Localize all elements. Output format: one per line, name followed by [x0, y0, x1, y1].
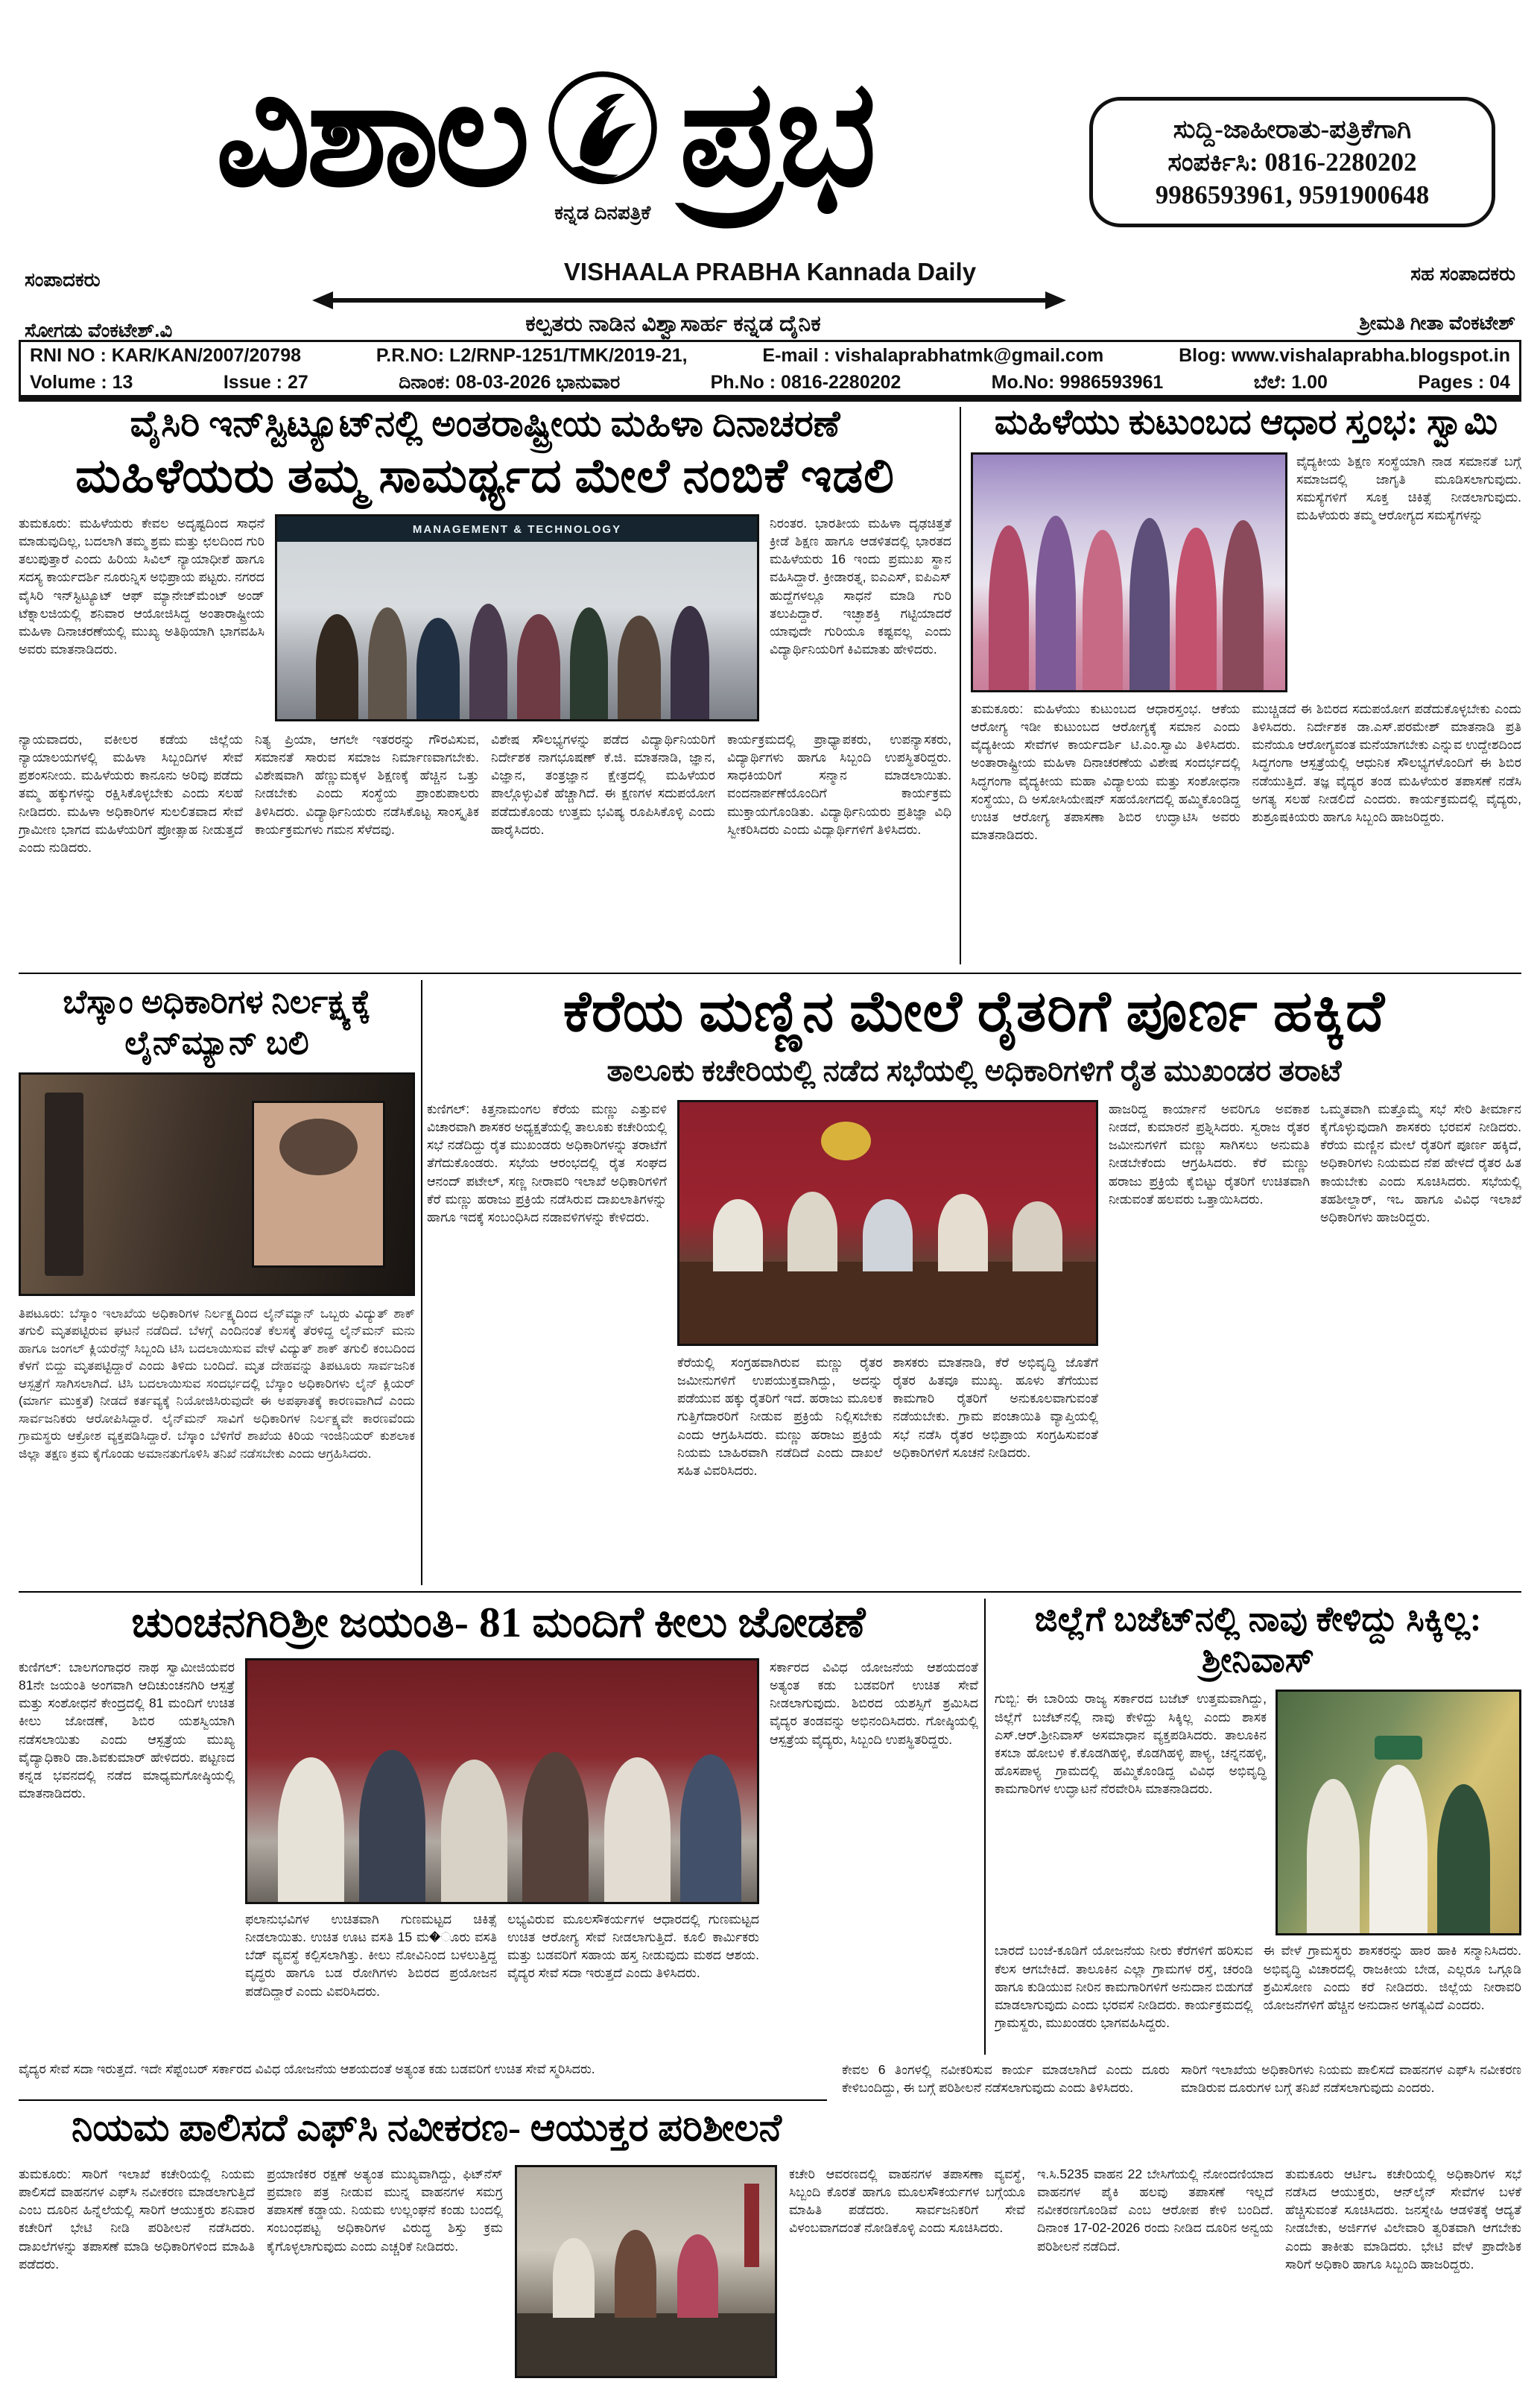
top-section: [19, 402, 1521, 967]
email-text: E-mail : vishalaprabhatmk@gmail.com: [762, 345, 1104, 366]
lake-soil-subhead: ತಾಲೂಕು ಕಚೇರಿಯಲ್ಲಿ ನಡೆದ ಸಭೆಯಲ್ಲಿ ಅಧಿಕಾರಿಗಳಿಗೆ ರೈತ ಮುಖಂಡರ ತರಾಟೆ: [606, 1054, 1342, 1087]
lake-soil-col-2b: ಶಾಸಕರು ಮಾತನಾಡಿ, ಕೆರೆ ಅಭಿವೃದ್ಧಿ ಜೊತೆಗೆ ರೈತರ ಹಿತವೂ ಮುಖ್ಯ. ಹೂಳು ತೆಗೆಯುವ ಕಾಮಗಾರಿ ರೈತರಿಗೆ ಅನುಕೂಲವಾಗುವಂತೆ ನಡೆಯಬೇಕು. ಗ್ರಾಮ ಪಂಚಾಯಿತಿ ವ್ಯಾಪ್ತಿಯಲ್ಲಿ ಸಭೆ ನಡೆಸಿ ರೈತರ ಅಭಿಪ್ರಾಯ ಸಂಗ್ರಹಿಸುವಂತೆ ಅಧಿಕಾರಿಗಳಿಗೆ ಸೂಚನೆ ನೀಡಿದರು.: [893, 1355, 1098, 1460]
fc-renewal-col-4: ಇ.ಸಿ.5235 ವಾಹನ 22 ಬೇಸಿಗೆಯಲ್ಲಿ ನೋಂದಣಿಯಾದ ವಾಹನಗಳ ಪೈಕಿ ಹಲವು ತಪಾಸಣೆ ಇಲ್ಲದೆ ನವೀಕರಣಗೊಂಡಿವೆ ಎಂಬ ಆರೋಪ ಕೇಳಿ ಬಂದಿದೆ. ದಿನಾಂಕ 17-02-2026 ರಂದು ನೀಡಿದ ದೂರಿನ ಅನ್ವಯ ಪರಿಶೀಲನೆ ನಡೆದಿದೆ.: [1037, 2166, 1273, 2254]
article-budget: [995, 1599, 1521, 2059]
jayanti-tail-line: ವೈದ್ಯರ ಸೇವೆ ಸದಾ ಇರುತ್ತದೆ. ಇದೇ ಸೆಪ್ಟೆಂಬರ್ ಸರ್ಕಾರದ ವಿವಿಧ ಯೋಜನೆಯ ಆಶಯದಂತೆ ಅತ್ಯಂತ ಕಡು ಬಡವರಿಗೆ ಉಚಿತ ಸೇವೆ ಸ್ಮರಿಸಿದರು.: [19, 2061, 595, 2076]
mobile: Mo.No: 9986593961: [991, 372, 1164, 393]
budget-col-1: ಗುಬ್ಬಿ: ಈ ಬಾರಿಯ ರಾಜ್ಯ ಸರ್ಕಾರದ ಬಜೆಟ್ ಉತ್ತಮವಾಗಿದ್ದು, ಜಿಲ್ಲೆಗೆ ಬಜೆಟ್‌ನಲ್ಲಿ ನಾವು ಕೇಳಿದ್ದು ಸಿಕ್ಕಿಲ್ಲ ಎಂದು ಶಾಸಕ ಎಸ್.ಆರ್.ಶ್ರೀನಿವಾಸ್ ಅಸಮಾಧಾನ ವ್ಯಕ್ತಪಡಿಸಿದರು. ತಾಲೂಕಿನ ಕಸಬಾ ಹೋಬಳಿ ಕೆ.ಕೊಡಗಿಹಳ್ಳಿ, ಕೊಡಗಿಹಳ್ಳಿ ಪಾಳ್ಯ, ಚನ್ನನಹಳ್ಳಿ, ಹೊಸಪಾಳ್ಯ ಗ್ರಾಮದಲ್ಲಿ ಹಮ್ಮಿಕೊಂಡಿದ್ದ ವಿವಿಧ ಅಭಿವೃದ್ಧಿ ಕಾಮಗಾರಿಗಳ ಉದ್ಘಾಟನೆ ನೆರವೇರಿಸಿ ಮಾತನಾಡಿದರು.: [995, 1691, 1267, 1797]
jayanti-under-columns: [245, 1910, 759, 2043]
coeditor-label: ಸಹ ಸಂಪಾದಕರು: [1410, 262, 1515, 285]
info-row-1: [30, 345, 1510, 367]
article-lineman: [19, 982, 415, 1661]
column-divider: [960, 407, 961, 964]
issue: Issue : 27: [223, 372, 308, 393]
editor-name: ಸೋಗಡು ವೆಂಕಟೇಶ್.ವಿ: [25, 319, 173, 341]
women-day-col-4: ಕಾರ್ಯಕ್ರಮದಲ್ಲಿ ಪ್ರಾಧ್ಯಾಪಕರು, ಉಪನ್ಯಾಸಕರು, ವಿದ್ಯಾರ್ಥಿಗಳು ಹಾಗೂ ಸಿಬ್ಬಂದಿ ಉಪಸ್ಥಿತರಿದ್ದರು. ಸಾಧಕಿಯರಿಗೆ ಸನ್ಮಾನ ಮಾಡಲಾಯಿತು. ವಂದನಾರ್ಪಣೆಯೊಂದಿಗೆ ಕಾರ್ಯಕ್ರಮ ಮುಕ್ತಾಯಗೊಂಡಿತು. ವಿದ್ಯಾರ್ಥಿನಿಯರು ಪ್ರತಿಜ್ಞಾ ವಿಧಿ ಸ್ವೀಕರಿಸಿದರು ಎಂದು ವಿದ್ಯಾರ್ಥಿಗಳಿಗೆ ತಿಳಿಸಿದರು.: [727, 732, 951, 837]
contact-box: [1089, 97, 1495, 227]
women-day-col-1: ನ್ಯಾಯವಾದರು, ವಕೀಲರ ಕಡೆಯ ಜಿಲ್ಲೆಯ ನ್ಯಾಯಾಲಯಗಳಲ್ಲಿ ಮಹಿಳಾ ಸಿಬ್ಬಂದಿಗಳ ಸೇವೆ ಪ್ರಶಂಸನೀಯ. ಮಹಿಳೆಯರು ಕಾನೂನು ಅರಿವು ಪಡೆದು ತಮ್ಮ ಹಕ್ಕುಗಳನ್ನು ರಕ್ಷಿಸಿಕೊಳ್ಳಬೇಕು ಎಂದು ಸಲಹೆ ನೀಡಿದರು. ಮಹಿಳಾ ಅಧಿಕಾರಿಗಳ ಸುಲಲಿತವಾದ ಸೇವೆ ಗ್ರಾಮೀಣ ಭಾಗದ ಮಹಿಳೆಯರಿಗೆ ಪ್ರೋತ್ಸಾಹ ನೀಡುತ್ತದೆ ಎಂದು ನುಡಿದರು.: [19, 732, 243, 855]
masthead-word-2: ಪ್ರಭ: [679, 45, 872, 219]
women-day-columns: [19, 730, 951, 970]
strip-section: [19, 2061, 1521, 2381]
jayanti-photo: [245, 1658, 759, 1904]
fc-renewal-col-3: ಕಚೇರಿ ಆವರಣದಲ್ಲಿ ವಾಹನಗಳ ತಪಾಸಣಾ ವ್ಯವಸ್ಥೆ, ಸಿಬ್ಬಂದಿ ಕೊರತೆ ಹಾಗೂ ಮೂಲಸೌಕರ್ಯಗಳ ಬಗ್ಗೆಯೂ ಮಾಹಿತಿ ಪಡೆದರು. ಸಾರ್ವಜನಿಕರಿಗೆ ಸೇವೆ ವಿಳಂಬವಾಗದಂತೆ ನೋಡಿಕೊಳ್ಳಿ ಎಂದು ಸೂಚಿಸಿದರು.: [789, 2166, 1025, 2236]
jayanti-col-1: ಕುಣಿಗಲ್: ಬಾಲಗಂಗಾಧರ ನಾಥ ಸ್ವಾಮೀಜಿಯವರ 81ನೇ ಜಯಂತಿ ಅಂಗವಾಗಿ ಆದಿಚುಂಚನಗಿರಿ ಆಸ್ಪತ್ರೆ ಮತ್ತು ಸಂಶೋಧನೆ ಕೇಂದ್ರದಲ್ಲಿ 81 ಮಂದಿಗೆ ಉಚಿತ ಕೀಲು ಜೋಡಣೆ, ಶಿಬಿರ ಯಶಸ್ವಿಯಾಗಿ ನಡೆಸಲಾಯಿತು ಎಂದು ಆಸ್ಪತ್ರೆಯ ಮುಖ್ಯ ವೈದ್ಯಾಧಿಕಾರಿ ಡಾ.ಶಿವಕುಮಾರ್ ಹೇಳಿದರು. ಪಟ್ಟಣದ ಕನ್ನಡ ಭವನದಲ್ಲಿ ನಡೆದ ಮಾಧ್ಯಮಗೋಷ್ಠಿಯಲ್ಲಿ ಮಾತನಾಡಿದರು.: [19, 1660, 235, 1801]
budget-col-3: ಈ ವೇಳೆ ಗ್ರಾಮಸ್ಥರು ಶಾಸಕರನ್ನು ಹಾರ ಹಾಕಿ ಸನ್ಮಾನಿಸಿದರು. ಅಭಿವೃದ್ಧಿ ವಿಚಾರದಲ್ಲಿ ರಾಜಕೀಯ ಬೇಡ, ಎಲ್ಲರೂ ಒಗ್ಗೂಡಿ ಶ್ರಮಿಸೋಣ ಎಂದು ಕರೆ ನೀಡಿದರು. ಜಿಲ್ಲೆಯ ನೀರಾವರಿ ಯೋಜನೆಗಳಿಗೆ ಹೆಚ್ಚಿನ ಅನುದಾನ ಅಗತ್ಯವಿದೆ ಎಂದರು.: [1263, 1943, 1521, 2012]
bottom-section: [19, 1591, 1521, 2059]
lineman-body: ತಿಪಟೂರು: ಬೆಸ್ಕಾಂ ಇಲಾಖೆಯ ಅಧಿಕಾರಿಗಳ ನಿರ್ಲಕ್ಷ್ಯದಿಂದ ಲೈನ್‌ಮ್ಯಾನ್ ಒಬ್ಬರು ವಿದ್ಯುತ್ ಶಾಕ್ ತಗುಲಿ ಮೃತಪಟ್ಟಿರುವ ಘಟನೆ ನಡೆದಿದೆ. ಬೆಳಗ್ಗೆ ಎಂದಿನಂತೆ ಕೆಲಸಕ್ಕೆ ತೆರಳಿದ್ದ ಲೈನ್‌ಮನ್ ಮನು ಹಾಗೂ ಜಂಗಲ್ ಕ್ಲಿಯರೆನ್ಸ್ ಸಿಬ್ಬಂದಿ ಟಿಸಿ ಬದಲಾಯಿಸುವ ವೇಳೆ ವಿದ್ಯುತ್ ಶಾಕ್ ತಗುಲಿ ಕಂಬದಿಂದ ಕೆಳಗೆ ಬಿದ್ದು ಮೃತಪಟ್ಟಿದ್ದಾರೆ ಎಂದು ತಿಳಿದು ಬಂದಿದೆ. ಮೃತ ದೇಹವನ್ನು ತಿಪಟೂರು ಸಾರ್ವಜನಿಕ ಆಸ್ಪತ್ರೆಗೆ ಸಾಗಿಸಲಾಗಿದೆ. ಟಿಸಿ ಬದಲಾಯಿಸುವ ಸಂದರ್ಭದಲ್ಲಿ ಬೆಸ್ಕಾಂ ಅಧಿಕಾರಿಗಳು ಲೈನ್ ಕ್ಲಿಯರ್ (ಮಾರ್ಗ ಮುಕ್ತತೆ) ನೀಡದೆ ಕರ್ತವ್ಯಕ್ಕೆ ನಿಯೋಜಿಸಿರುವುದೇ ಈ ಅಪಘಾತಕ್ಕೆ ಕಾರಣವಾಗಿದೆ ಎಂದು ಸಾರ್ವಜನಿಕರು ಆರೋಪಿಸಿದ್ದಾರೆ. ಲೈನ್‌ಮನ್ ಸಾವಿಗೆ ಅಧಿಕಾರಿಗಳ ನಿರ್ಲಕ್ಷ್ಯವೇ ಕಾರಣವೆಂದು ಗ್ರಾಮಸ್ಥರು ಆಕ್ರೋಶ ವ್ಯಕ್ತಪಡಿಸಿದ್ದಾರೆ. ಬೆಸ್ಕಾಂ ಬೆಳಿಗೆರೆ ಶಾಖೆಯ ಕಿರಿಯ ಇಂಜಿನಿಯರ್ ಕುಶಲಾಕ ಜಿಲ್ಲಾ ತಕ್ಷಣ ಕ್ರಮ ಕೈಗೊಂಡು ಅಮಾನತುಗೊಳಿಸಿ ತನಿಖೆ ನಡೆಸಬೇಕು ಎಂದು ಆಗ್ರಹಿಸಿದರು.: [19, 1306, 415, 1461]
article-women-day: [19, 402, 951, 970]
editor-label: ಸಂಪಾದಕರು: [25, 268, 101, 291]
budget-photo: [1276, 1690, 1521, 1935]
fc-renewal-body: [19, 2165, 1521, 2380]
publication-info-bar: [19, 340, 1521, 395]
jayanti-col-4: ಸರ್ಕಾರದ ವಿವಿಧ ಯೋಜನೆಯ ಆಶಯದಂತೆ ಅತ್ಯಂತ ಕಡು ಬಡವರಿಗೆ ಉಚಿತ ಸೇವೆ ನೀಡಲಾಗುವುದು. ಶಿಬಿರದ ಯಶಸ್ಸಿಗೆ ಶ್ರಮಿಸಿದ ವೈದ್ಯರ ತಂಡವನ್ನು ಅಭಿನಂದಿಸಿದರು. ಗೋಷ್ಠಿಯಲ್ಲಿ ಆಸ್ಪತ್ರೆಯ ವೈದ್ಯರು, ಸಿಬ್ಬಂದಿ ಉಪಸ್ಥಿತರಿದ್ದರು.: [770, 1660, 978, 1747]
women-day-photo: [275, 514, 759, 721]
fc-renewal-headline: ನಿಯಮ ಪಾಲಿಸದೆ ಎಫ್‌ಸಿ ನವೀಕರಣ- ಆಯುಕ್ತರ ಪರಿಶೀಲನೆ: [72, 2108, 782, 2149]
contact-line-3: 9986593961, 9591900648: [1155, 180, 1430, 209]
fc-renewal-col-5: ತುಮಕೂರು ಆರ್ಟಿಒ ಕಚೇರಿಯಲ್ಲಿ ಅಧಿಕಾರಿಗಳ ಸಭೆ ನಡೆಸಿದ ಆಯುಕ್ತರು, ಆನ್‌ಲೈನ್ ಸೇವೆಗಳ ಬಳಕೆ ಹೆಚ್ಚಿಸುವಂತೆ ಸೂಚಿಸಿದರು. ಜನಸ್ನೇಹಿ ಆಡಳಿತಕ್ಕೆ ಆದ್ಯತೆ ನೀಡಬೇಕು, ಅರ್ಜಿಗಳ ವಿಲೇವಾರಿ ತ್ವರಿತವಾಗಿ ಆಗಬೇಕು ಎಂದು ತಾಕೀತು ಮಾಡಿದರು. ಭೇಟಿ ವೇಳೆ ಪ್ರಾದೇಶಿಕ ಸಾರಿಗೆ ಅಧಿಕಾರಿ ಹಾಗೂ ಸಿಬ್ಬಂದಿ ಹಾಜರಿದ್ದರು.: [1285, 2166, 1521, 2272]
fc-renewal-col-2: ಪ್ರಯಾಣಿಕರ ರಕ್ಷಣೆ ಅತ್ಯಂತ ಮುಖ್ಯವಾಗಿದ್ದು, ಫಿಟ್‌ನೆಸ್ ಪ್ರಮಾಣ ಪತ್ರ ನೀಡುವ ಮುನ್ನ ವಾಹನಗಳ ಸಮಗ್ರ ತಪಾಸಣೆ ಕಡ್ಡಾಯ. ನಿಯಮ ಉಲ್ಲಂಘನೆ ಕಂಡು ಬಂದಲ್ಲಿ ಸಂಬಂಧಪಟ್ಟ ಅಧಿಕಾರಿಗಳ ವಿರುದ್ಧ ಶಿಸ್ತು ಕ್ರಮ ಕೈಗೊಳ್ಳಲಾಗುವುದು ಎಂದು ಎಚ್ಚರಿಕೆ ನೀಡಿದರು.: [267, 2166, 503, 2254]
lake-soil-headline: ಕೆರೆಯ ಮಣ್ಣಿನ ಮೇಲೆ ರೈತರಿಗೆ ಪೂರ್ಣ ಹಕ್ಕಿದೆ: [563, 981, 1386, 1043]
dove-logo-icon: [547, 70, 659, 197]
fc-renewal-col-1: ತುಮಕೂರು: ಸಾರಿಗೆ ಇಲಾಖೆ ಕಚೇರಿಯಲ್ಲಿ ನಿಯಮ ಪಾಲಿಸದೆ ವಾಹನಗಳ ಎಫ್‌ಸಿ ನವೀಕರಣ ಮಾಡಲಾಗುತ್ತಿದೆ ಎಂಬ ದೂರಿನ ಹಿನ್ನೆಲೆಯಲ್ಲಿ ಸಾರಿಗೆ ಆಯುಕ್ತರು ಶನಿವಾರ ಕಚೇರಿಗೆ ಭೇಟಿ ನೀಡಿ ಪರಿಶೀಲನೆ ನಡೆಸಿದರು. ದಾಖಲೆಗಳನ್ನು ತಪಾಸಣೆ ಮಾಡಿ ಅಧಿಕಾರಿಗಳಿಂದ ಮಾಹಿತಿ ಪಡೆದರು.: [19, 2166, 255, 2272]
mid-section: [19, 973, 1521, 1590]
women-day-col-right: ನಿರಂತರ. ಭಾರತೀಯ ಮಹಿಳಾ ದೃಢಚಿತ್ತತೆ ಕ್ರೀಡೆ ಶಿಕ್ಷಣ ಹಾಗೂ ಆಡಳಿತದಲ್ಲಿ ಭಾರತದ ಮಹಿಳೆಯರು 16 ಇಂದು ಪ್ರಮುಖ ಸ್ಥಾನ ವಹಿಸಿದ್ದಾರೆ. ಕ್ರೀಡಾರತ್ನ, ಐಎಎಸ್, ಐಪಿಎಸ್ ಹುದ್ದೆಗಳಲ್ಲೂ ಸಾಧನೆ ಮಾಡಿ ಗುರಿ ತಲುಪಿದ್ದಾರೆ. ಇಚ್ಛಾಶಕ್ತಿ ಗಟ್ಟಿಯಾದರೆ ಯಾವುದೇ ಗುರಿಯೂ ಕಷ್ಟವಲ್ಲ ಎಂದು ವಿದ್ಯಾರ್ಥಿನಿಯರಿಗೆ ಕಿವಿಮಾತು ಹೇಳಿದರು.: [770, 516, 951, 657]
masthead-title: [34, 21, 1054, 244]
photo-banner-text: MANAGEMENT & TECHNOLOGY: [277, 516, 757, 542]
lake-soil-mid-stack: [677, 1100, 1098, 1561]
budget-col-2: ಬಾರದೆ ಬಂಜೆ-ಕೂಡಿಗೆ ಯೋಜನೆಯ ನೀರು ಕೆರೆಗಳಿಗೆ ಹರಿಸುವ ಕೆಲಸ ಆಗಬೇಕಿದೆ. ತಾಲೂಕಿನ ಎಲ್ಲಾ ಗ್ರಾಮಗಳ ರಸ್ತೆ, ಚರಂಡಿ ಹಾಗೂ ಕುಡಿಯುವ ನೀರಿನ ಕಾಮಗಾರಿಗಳಿಗೆ ಅನುದಾನ ಬಿಡುಗಡೆ ಮಾಡಲಾಗುವುದು ಎಂದು ಭರವಸೆ ನೀಡಿದರು. ಕಾರ್ಯಕ್ರಮದಲ್ಲಿ ಗ್ರಾಮಸ್ಥರು, ಮುಖಂಡರು ಭಾಗವಹಿಸಿದ್ದರು.: [995, 1943, 1253, 2030]
women-day-headline: ಮಹಿಳೆಯರು ತಮ್ಮ ಸಾಮರ್ಥ್ಯದ ಮೇಲೆ ನಂಬಿಕೆ ಇಡಲಿ: [75, 449, 895, 502]
horizontal-rule: [19, 2099, 827, 2101]
lake-soil-col-4: ಒಮ್ಮತವಾಗಿ ಮತ್ತೊಮ್ಮೆ ಸಭೆ ಸೇರಿ ತೀರ್ಮಾನ ಕೈಗೊಳ್ಳುವುದಾಗಿ ಶಾಸಕರು ಭರವಸೆ ನೀಡಿದರು. ಕೆರೆಯ ಮಣ್ಣಿನ ಮೇಲೆ ರೈತರಿಗೆ ಪೂರ್ಣ ಹಕ್ಕಿದೆ, ಅಧಿಕಾರಿಗಳು ನಿಯಮದ ನೆಪ ಹೇಳದೆ ರೈತರ ಹಿತ ಕಾಯಬೇಕು ಎಂದು ಸೂಚಿಸಿದರು. ಸಭೆಯಲ್ಲಿ ತಹಶೀಲ್ದಾರ್, ಇಒ ಹಾಗೂ ವಿವಿಧ ಇಲಾಖೆ ಅಧಿಕಾರಿಗಳು ಹಾಜರಿದ್ದರು.: [1320, 1101, 1521, 1224]
women-day-col-left: ತುಮಕೂರು: ಮಹಿಳೆಯರು ಕೇವಲ ಅದೃಷ್ಟದಿಂದ ಸಾಧನೆ ಮಾಡುವುದಿಲ್ಲ, ಬದಲಾಗಿ ತಮ್ಮ ಶ್ರಮ ಮತ್ತು ಛಲದಿಂದ ಗುರಿ ತಲುಪುತ್ತಾರೆ ಎಂದು ಹಿರಿಯ ಸಿವಿಲ್ ನ್ಯಾಯಾಧೀಶೆ ಹಾಗೂ ಸದಸ್ಯ ಕಾರ್ಯದರ್ಶಿ ನೂರುನ್ನಿಸ ಅಭಿಪ್ರಾಯ ಪಟ್ಟರು. ನಗರದ ವೈಸಿರಿ ಇನ್‌ಸ್ಟಿಟ್ಯೂಟ್ ಆಫ್ ಮ್ಯಾನೇಜ್‌ಮೆಂಟ್ ಅಂಡ್ ಟೆಕ್ನಾಲಜಿಯಲ್ಲಿ ಶನಿವಾರ ಆಯೋಜಿಸಿದ್ದ ಅಂತಾರಾಷ್ಟ್ರೀಯ ಮಹಿಳಾ ದಿನಾಚರಣೆಯಲ್ಲಿ ಮುಖ್ಯ ಅತಿಥಿಯಾಗಿ ಭಾಗವಹಿಸಿ ಅವರು ಮಾತನಾಡಿದರು.: [19, 516, 264, 657]
contact-line-2: ಸಂಪರ್ಕಿಸಿ: 0816-2280202: [1167, 147, 1417, 177]
article-lake-soil: [427, 980, 1521, 1561]
budget-under-columns: [995, 1941, 1521, 2059]
pages: Pages : 04: [1418, 372, 1510, 393]
column-divider: [984, 1599, 986, 2055]
budget-headline: ಜಿಲ್ಲೆಗೆ ಬಜೆಟ್‌ನಲ್ಲಿ ನಾವು ಕೇಳಿದ್ದು ಸಿಕ್ಕಿಲ್ಲ: ಶ್ರೀನಿವಾಸ್: [1034, 1600, 1482, 1680]
rni-number: RNI NO : KAR/KAN/2007/20798: [30, 345, 302, 366]
jayanti-col-2: ಫಲಾನುಭವಿಗಳ ಉಚಿತವಾಗಿ ಗುಣಮಟ್ಟದ ಚಿಕಿತ್ಸೆ ನೀಡಲಾಯಿತು. ಉಚಿತ ಊಟ ವಸತಿ 15 ಮ�ೂರು ವಸತಿ ಬೆಡ್ ವ್ಯವಸ್ಥೆ ಕಲ್ಪಿಸಲಾಗಿತ್ತು. ಕೀಲು ನೋವಿನಿಂದ ಬಳಲುತ್ತಿದ್ದ ವೃದ್ಧರು ಹಾಗೂ ಬಡ ರೋಗಿಗಳು ಶಿಬಿರದ ಪ್ರಯೋಜನ ಪಡೆದಿದ್ದಾರೆ ಎಂದು ವಿವರಿಸಿದರು.: [245, 1912, 497, 1999]
article-jayanti: [19, 1599, 978, 2053]
price: ಬೆಲೆ: 1.00: [1253, 372, 1328, 393]
coeditor-block: [1359, 262, 1515, 335]
fc-renewal-photo: [515, 2165, 777, 2378]
jayanti-mid-stack: [245, 1658, 759, 2053]
lake-soil-col-1: ಕುಣಿಗಲ್: ಕಿತ್ತನಾಮಂಗಲ ಕೆರೆಯ ಮಣ್ಣು ಎತ್ತುವಳಿ ವಿಚಾರವಾಗಿ ಶಾಸಕರ ಅಧ್ಯಕ್ಷತೆಯಲ್ಲಿ ತಾಲೂಕು ಕಚೇರಿಯಲ್ಲಿ ಸಭೆ ನಡೆದಿದ್ದು ರೈತ ಮುಖಂಡರು ಅಧಿಕಾರಿಗಳನ್ನು ತರಾಟೆಗೆ ತೆಗೆದುಕೊಂಡರು. ಸಭೆಯ ಆರಂಭದಲ್ಲಿ ರೈತ ಸಂಘದ ಆನಂದ್ ಪಟೇಲ್, ಸಣ್ಣ ನೀರಾವರಿ ಇಲಾಖೆ ಅಧಿಕಾರಿಗಳಿಗೆ ಕೆರೆ ಮಣ್ಣು ಹರಾಜು ಪ್ರಕ್ರಿಯೆ ನಡೆಸಿರುವ ದಾಖಲಾತಿಗಳನ್ನು ಹಾಗೂ ಇದಕ್ಕೆ ಸಂಬಂಧಿಸಿದ ನಡಾವಳಿಗಳನ್ನು ಕೇಳಿದರು.: [427, 1101, 667, 1224]
pr-number: P.R.NO: L2/RNP-1251/TMK/2019-21,: [376, 345, 688, 366]
tagline: ಕಲ್ಪತರು ನಾಡಿನ ವಿಶ್ವಾಸಾರ್ಹ ಕನ್ನಡ ದೈನಿಕ: [525, 312, 821, 336]
lineman-headline-line1: ಬೆಸ್ಕಾಂ ಅಧಿಕಾರಿಗಳ ನಿರ್ಲಕ್ಷ್ಯಕ್ಕೆ: [63, 984, 371, 1020]
date: ದಿನಾಂಕ: 08-03-2026 ಭಾನುವಾರ: [399, 372, 621, 393]
masthead: [19, 21, 1521, 252]
phone: Ph.No : 0816-2280202: [710, 372, 901, 393]
editor-bar: [19, 255, 1521, 341]
coeditor-name: ಶ್ರೀಮತಿ ಗೀತಾ ವೆಂಕಟೇಶ್: [1359, 312, 1515, 334]
family-pillar-columns: [971, 700, 1521, 952]
english-title: VISHAALA PRABHA Kannada Daily: [563, 258, 977, 285]
column-divider: [421, 980, 422, 1585]
volume: Volume : 13: [30, 372, 133, 393]
women-day-col-3: ವಿಶೇಷ ಸೌಲಭ್ಯಗಳನ್ನು ಪಡೆದ ವಿದ್ಯಾರ್ಥಿನಿಯರಿಗೆ ನಿರ್ದೇಶಕ ನಾಗಭೂಷಣ್ ಕೆ.ಜಿ. ಮಾತನಾಡಿ, ಜ್ಞಾನ, ವಿಜ್ಞಾನ, ತಂತ್ರಜ್ಞಾನ ಕ್ಷೇತ್ರದಲ್ಲಿ ಮಹಿಳೆಯರ ಪಾಲ್ಗೊಳ್ಳುವಿಕೆ ಹೆಚ್ಚಾಗಿದೆ. ಈ ಕ್ಷಣಗಳ ಸದುಪಯೋಗ ಪಡೆದುಕೊಂಡು ಉತ್ತಮ ಭವಿಷ್ಯ ರೂಪಿಸಿಕೊಳ್ಳಿ ಎಂದು ಹಾರೈಸಿದರು.: [491, 732, 715, 837]
family-pillar-photo: [971, 452, 1287, 692]
jayanti-col-3: ಲಭ್ಯವಿರುವ ಮೂಲಸೌಕರ್ಯಗಳ ಆಧಾರದಲ್ಲಿ ಗುಣಮಟ್ಟದ ಉಚಿತ ಆರೋಗ್ಯ ಸೇವೆ ನೀಡಲಾಗುತ್ತಿದೆ. ಕೂಲಿ ಕಾರ್ಮಿಕರು ಮತ್ತು ಬಡವರಿಗೆ ಸಹಾಯ ಹಸ್ತ ನೀಡುವುದು ಮಠದ ಆಶಯ. ವೈದ್ಯರ ಸೇವೆ ಸದಾ ಇರುತ್ತದೆ ಎಂದು ತಿಳಿಸಿದರು.: [507, 1912, 759, 1981]
contact-line-1: ಸುದ್ದಿ-ಜಾಹೀರಾತು-ಪತ್ರಿಕೆಗಾಗಿ: [1173, 114, 1412, 144]
lineman-headline-line2: ಲೈನ್‌ಮ್ಯಾನ್ ಬಲಿ: [124, 1025, 309, 1061]
family-pillar-side-col: ವೈದ್ಯಕೀಯ ಶಿಕ್ಷಣ ಸಂಸ್ಥೆಯಾಗಿ ನಾಡ ಸಮಾನತೆ ಬಗ್ಗೆ ಸಮಾಜದಲ್ಲಿ ಜಾಗೃತಿ ಮೂಡಿಸಲಾಗುವುದು. ಸಮಸ್ಯೆಗಳಿಗೆ ಸೂಕ್ತ ಚಿಕಿತ್ಸೆ ನೀಡಲಾಗುವುದು. ಮಹಿಳೆಯರು ತಮ್ಮ ಆರೋಗ್ಯದ ಸಮಸ್ಯೆಗಳನ್ನು: [1296, 454, 1521, 523]
article-family-pillar: [971, 402, 1521, 952]
lake-soil-under-columns: [677, 1353, 1098, 1553]
fc-renewal-side-col-2: ಸಾರಿಗೆ ಇಲಾಖೆಯ ಅಧಿಕಾರಿಗಳು ನಿಯಮ ಪಾಲಿಸದೆ ವಾಹನಗಳ ಎಫ್‌ಸಿ ನವೀಕರಣ ಮಾಡಿರುವ ದೂರುಗಳ ಬಗ್ಗೆ ತನಿಖೆ ನಡೆಸಲಾಗುವುದು ಎಂದರು.: [1181, 2062, 1521, 2096]
info-row-2: [30, 372, 1510, 393]
editor-block: [25, 268, 172, 343]
lake-soil-col-3: ಹಾಜರಿದ್ದ ಕಾರ್ಯಾನೆ ಅವರಿಗೂ ಅವಕಾಶ ನೀಡದೆ, ಕುಮಾರನೆ ಪ್ರಶ್ನಿಸಿದರು. ಸ್ವರಾಜ ರೈತರ ಜಮೀನುಗಳಿಗೆ ಮಣ್ಣು ಸಾಗಿಸಲು ಅನುಮತಿ ನೀಡಬೇಕೆಂದು ಆಗ್ರಹಿಸಿದರು. ಕೆರೆ ಮಣ್ಣು ಹರಾಜು ಪ್ರಕ್ರಿಯೆ ಕೈಬಿಟ್ಟು ರೈತರಿಗೆ ಉಚಿತವಾಗಿ ನೀಡುವಂತೆ ಹಲವರು ಒತ್ತಾಯಿಸಿದರು.: [1109, 1101, 1310, 1207]
blog-text: Blog: www.vishalaprabha.blogspot.in: [1179, 345, 1510, 366]
fc-renewal-side-col-1: ಕೇವಲ 6 ತಿಂಗಳಲ್ಲಿ ನವೀಕರಿಸುವ ಕಾರ್ಯ ಮಾಡಲಾಗಿದೆ ಎಂದು ದೂರು ಕೇಳಿಬಂದಿದ್ದು, ಈ ಬಗ್ಗೆ ಪರಿಶೀಲನೆ ನಡೆಸಲಾಗುವುದು ಎಂದು ತಿಳಿಸಿದರು.: [842, 2062, 1170, 2096]
lineman-photo: [19, 1072, 415, 1296]
masthead-logo-caption: ಕನ್ನಡ ದಿನಪತ್ರಿಕೆ: [554, 201, 651, 224]
lake-soil-photo: [677, 1100, 1098, 1346]
family-pillar-col-1: ತುಮಕೂರು: ಮಹಿಳೆಯು ಕುಟುಂಬದ ಆಧಾರಸ್ತಂಭ. ಆಕೆಯ ಆರೋಗ್ಯ ಇಡೀ ಕುಟುಂಬದ ಆರೋಗ್ಯಕ್ಕೆ ಸಮಾನ ಎಂದು ವೈದ್ಯಕೀಯ ಸೇವೆಗಳ ಕಾರ್ಯದರ್ಶಿ ಟಿ.ಎಂ.ಸ್ವಾಮಿ ತಿಳಿಸಿದರು. ಅಂತಾರಾಷ್ಟ್ರೀಯ ಮಹಿಳಾ ದಿನಾಚರಣೆಯ ವಿಶೇಷ ಸಂದರ್ಭದಲ್ಲಿ ಸಿದ್ಧಗಂಗಾ ವೈದ್ಯಕೀಯ ಮಹಾ ವಿದ್ಯಾಲಯ ಮತ್ತು ಸಂಶೋಧನಾ ಸಂಸ್ಥೆಯು, ದಿ ಅಸೋಸಿಯೇಷನ್ ಸಹಯೋಗದಲ್ಲಿ ಹಮ್ಮಿಕೊಂಡಿದ್ದ ಉಚಿತ ಆರೋಗ್ಯ ತಪಾಸಣಾ ಶಿಬಿರ ಉದ್ಘಾಟಿಸಿ ಅವರು ಮಾತನಾಡಿದರು.: [971, 701, 1240, 842]
double-arrow-rule: [332, 298, 1047, 303]
women-day-col-2: ನಿತ್ಯ ಪ್ರಿಯಾ, ಆಗಲೇ ಇತರರನ್ನು ಗೌರವಿಸುವ, ಸಮಾನತೆ ಸಾರುವ ಸಮಾಜ ನಿರ್ಮಾಣವಾಗಬೇಕು. ವಿಶೇಷವಾಗಿ ಹೆಣ್ಣುಮಕ್ಕಳ ಶಿಕ್ಷಣಕ್ಕೆ ಹೆಚ್ಚಿನ ಒತ್ತು ನೀಡಬೇಕು ಎಂದು ಸಂಸ್ಥೆಯ ಪ್ರಾಂಶುಪಾಲರು ತಿಳಿಸಿದರು. ವಿದ್ಯಾರ್ಥಿನಿಯರು ನಡೆಸಿಕೊಟ್ಟ ಸಾಂಸ್ಕೃತಿಕ ಕಾರ್ಯಕ್ರಮಗಳು ಗಮನ ಸೆಳೆದವು.: [255, 732, 479, 837]
women-day-kicker: ವೈಸಿರಿ ಇನ್‌ಸ್ಟಿಟ್ಯೂಟ್‌ನಲ್ಲಿ ಅಂತರಾಷ್ಟ್ರೀಯ ಮಹಿಳಾ ದಿನಾಚರಣೆ: [130, 403, 840, 444]
family-pillar-headline: ಮಹಿಳೆಯು ಕುಟುಂಬದ ಆಧಾರ ಸ್ತಂಭ: ಸ್ವಾಮಿ: [994, 403, 1498, 442]
family-pillar-col-2: ಮುಚ್ಚಿಡದೆ ಈ ಶಿಬಿರದ ಸದುಪಯೋಗ ಪಡೆದುಕೊಳ್ಳಬೇಕು ಎಂದು ತಿಳಿಸಿದರು. ನಿರ್ದೇಶಕ ಡಾ.ಎಸ್.ಪರಮೇಶ್ ಮಾತನಾಡಿ ಪ್ರತಿ ಮನೆಯೂ ಆರೋಗ್ಯವಂತ ಮನೆಯಾಗಬೇಕು ಎನ್ನುವ ಉದ್ದೇಶದಿಂದ ಸಿದ್ಧಗಂಗಾ ಆಸ್ಪತ್ರೆಯಲ್ಲಿ ಆಧುನಿಕ ಸೌಲಭ್ಯಗಳೊಂದಿಗೆ ಈ ಶಿಬಿರ ನಡೆಯುತ್ತಿದೆ. ತಜ್ಞ ವೈದ್ಯರ ತಂಡ ಮಹಿಳೆಯರ ತಪಾಸಣೆ ನಡೆಸಿ ಅಗತ್ಯ ಸಲಹೆ ನೀಡಲಿದೆ ಎಂದರು. ಕಾರ್ಯಕ್ರಮದಲ್ಲಿ ವೈದ್ಯರು, ಶುಶ್ರೂಷಕಿಯರು ಹಾಗೂ ಸಿಬ್ಬಂದಿ ಹಾಜರಿದ್ದರು.: [1252, 701, 1521, 824]
masthead-logo-wrap: [547, 70, 659, 225]
jayanti-headline: ಚುಂಚನಗಿರಿಶ್ರೀ ಜಯಂತಿ- 81 ಮಂದಿಗೆ ಕೀಲು ಜೋಡಣೆ: [131, 1599, 866, 1646]
lake-soil-col-2: ಕೆರೆಯಲ್ಲಿ ಸಂಗ್ರಹವಾಗಿರುವ ಮಣ್ಣು ರೈತರ ಜಮೀನುಗಳಿಗೆ ಉಪಯುಕ್ತವಾಗಿದ್ದು, ಅದನ್ನು ಪಡೆಯುವ ಹಕ್ಕು ರೈತರಿಗೆ ಇದೆ. ಹರಾಜು ಮೂಲಕ ಗುತ್ತಿಗೆದಾರರಿಗೆ ನೀಡುವ ಪ್ರಕ್ರಿಯೆ ನಿಲ್ಲಿಸಬೇಕು ಎಂದು ಆಗ್ರಹಿಸಿದರು. ಮಣ್ಣು ಹರಾಜು ಪ್ರಕ್ರಿಯೆ ನಿಯಮ ಬಾಹಿರವಾಗಿ ನಡೆದಿದೆ ಎಂದು ದಾಖಲೆ ಸಹಿತ ವಿವರಿಸಿದರು.: [677, 1355, 883, 1478]
masthead-word-1: ವಿಶಾಲ: [215, 45, 526, 219]
